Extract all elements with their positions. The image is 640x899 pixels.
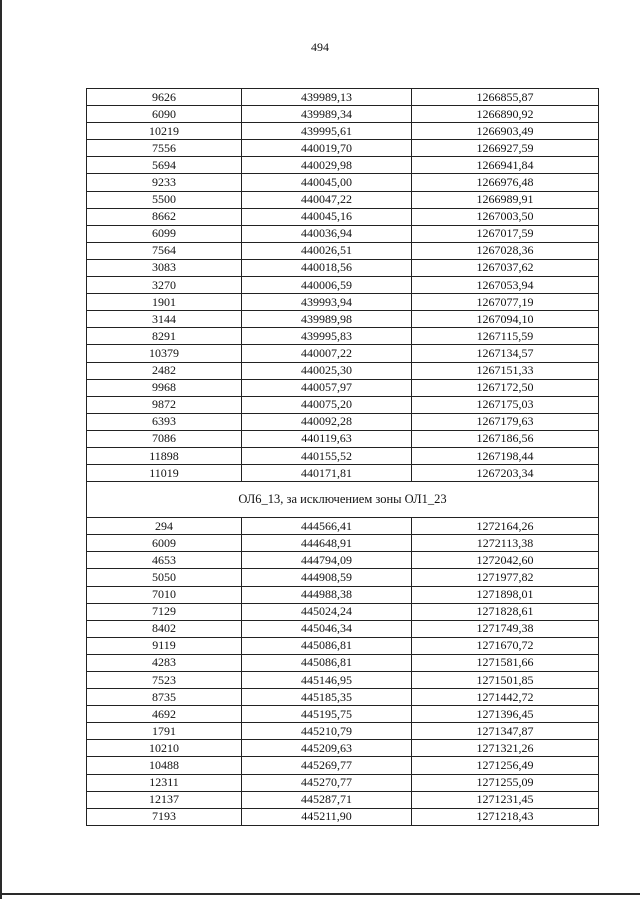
x-coordinate-cell: 440045,00 <box>242 174 412 191</box>
table-row <box>87 706 599 723</box>
point-number-cell: 11019 <box>87 465 242 482</box>
y-coordinate-cell: 1267186,56 <box>412 430 599 447</box>
point-number-cell: 6393 <box>87 413 242 430</box>
x-coordinate-cell: 440075,20 <box>242 396 412 413</box>
point-number-cell: 7564 <box>87 242 242 259</box>
point-number-cell: 10488 <box>87 757 242 774</box>
y-coordinate-cell: 1266941,84 <box>412 157 599 174</box>
y-coordinate-cell: 1271255,09 <box>412 774 599 791</box>
table-row <box>87 586 599 603</box>
x-coordinate-cell: 445024,24 <box>242 603 412 620</box>
table-row <box>87 637 599 654</box>
y-coordinate-cell: 1266976,48 <box>412 174 599 191</box>
x-coordinate-cell: 445046,34 <box>242 620 412 637</box>
y-coordinate-cell: 1266890,92 <box>412 106 599 123</box>
point-number-cell: 3144 <box>87 311 242 328</box>
y-coordinate-cell: 1271347,87 <box>412 723 599 740</box>
y-coordinate-cell: 1267037,62 <box>412 259 599 276</box>
y-coordinate-cell: 1267175,03 <box>412 396 599 413</box>
point-number-cell: 8735 <box>87 689 242 706</box>
point-number-cell: 4283 <box>87 654 242 671</box>
point-number-cell: 9968 <box>87 379 242 396</box>
x-coordinate-cell: 445209,63 <box>242 740 412 757</box>
y-coordinate-cell: 1266903,49 <box>412 123 599 140</box>
table-row <box>87 208 599 225</box>
table-row <box>87 225 599 242</box>
point-number-cell: 1791 <box>87 723 242 740</box>
y-coordinate-cell: 1271396,45 <box>412 706 599 723</box>
point-number-cell: 12137 <box>87 791 242 808</box>
x-coordinate-cell: 440006,59 <box>242 277 412 294</box>
bottom-rows-group <box>87 518 599 826</box>
section-row <box>87 482 599 518</box>
point-number-cell: 294 <box>87 518 242 535</box>
scan-edge-left <box>0 0 2 899</box>
y-coordinate-cell: 1267115,59 <box>412 328 599 345</box>
point-number-cell: 7129 <box>87 603 242 620</box>
y-coordinate-cell: 1272113,38 <box>412 535 599 552</box>
y-coordinate-cell: 1271321,26 <box>412 740 599 757</box>
point-number-cell: 5050 <box>87 569 242 586</box>
y-coordinate-cell: 1267151,33 <box>412 362 599 379</box>
top-rows-group <box>87 89 599 482</box>
x-coordinate-cell: 439989,34 <box>242 106 412 123</box>
x-coordinate-cell: 444908,59 <box>242 569 412 586</box>
point-number-cell: 5500 <box>87 191 242 208</box>
x-coordinate-cell: 440092,28 <box>242 413 412 430</box>
y-coordinate-cell: 1267077,19 <box>412 294 599 311</box>
section-title: ОЛ6_13, за исключением зоны ОЛ1_23 <box>87 482 599 518</box>
y-coordinate-cell: 1271977,82 <box>412 569 599 586</box>
x-coordinate-cell: 440018,56 <box>242 259 412 276</box>
x-coordinate-cell: 444566,41 <box>242 518 412 535</box>
x-coordinate-cell: 440119,63 <box>242 430 412 447</box>
table-row <box>87 106 599 123</box>
point-number-cell: 4653 <box>87 552 242 569</box>
x-coordinate-cell: 445185,35 <box>242 689 412 706</box>
y-coordinate-cell: 1271256,49 <box>412 757 599 774</box>
x-coordinate-cell: 445086,81 <box>242 654 412 671</box>
x-coordinate-cell: 444648,91 <box>242 535 412 552</box>
y-coordinate-cell: 1267017,59 <box>412 225 599 242</box>
table-row <box>87 518 599 535</box>
table-row <box>87 672 599 689</box>
y-coordinate-cell: 1271501,85 <box>412 672 599 689</box>
x-coordinate-cell: 439989,98 <box>242 311 412 328</box>
x-coordinate-cell: 440155,52 <box>242 447 412 464</box>
x-coordinate-cell: 445210,79 <box>242 723 412 740</box>
x-coordinate-cell: 439995,61 <box>242 123 412 140</box>
table-row <box>87 242 599 259</box>
table-row <box>87 465 599 482</box>
y-coordinate-cell: 1267198,44 <box>412 447 599 464</box>
table-row <box>87 259 599 276</box>
x-coordinate-cell: 440036,94 <box>242 225 412 242</box>
table-row <box>87 774 599 791</box>
table-row <box>87 362 599 379</box>
x-coordinate-cell: 444794,09 <box>242 552 412 569</box>
y-coordinate-cell: 1266927,59 <box>412 140 599 157</box>
point-number-cell: 9233 <box>87 174 242 191</box>
x-coordinate-cell: 440029,98 <box>242 157 412 174</box>
x-coordinate-cell: 445211,90 <box>242 808 412 825</box>
table-row <box>87 447 599 464</box>
point-number-cell: 10210 <box>87 740 242 757</box>
x-coordinate-cell: 445086,81 <box>242 637 412 654</box>
point-number-cell: 10379 <box>87 345 242 362</box>
y-coordinate-cell: 1267134,57 <box>412 345 599 362</box>
table-row <box>87 311 599 328</box>
y-coordinate-cell: 1272164,26 <box>412 518 599 535</box>
point-number-cell: 3270 <box>87 277 242 294</box>
x-coordinate-cell: 440047,22 <box>242 191 412 208</box>
point-number-cell: 6090 <box>87 106 242 123</box>
point-number-cell: 11898 <box>87 447 242 464</box>
x-coordinate-cell: 445287,71 <box>242 791 412 808</box>
table-row <box>87 740 599 757</box>
x-coordinate-cell: 439989,13 <box>242 89 412 106</box>
table-row <box>87 723 599 740</box>
x-coordinate-cell: 439993,94 <box>242 294 412 311</box>
x-coordinate-cell: 440026,51 <box>242 242 412 259</box>
x-coordinate-cell: 444988,38 <box>242 586 412 603</box>
x-coordinate-cell: 440057,97 <box>242 379 412 396</box>
y-coordinate-cell: 1267053,94 <box>412 277 599 294</box>
point-number-cell: 4692 <box>87 706 242 723</box>
point-number-cell: 6009 <box>87 535 242 552</box>
y-coordinate-cell: 1271898,01 <box>412 586 599 603</box>
x-coordinate-cell: 440045,16 <box>242 208 412 225</box>
table-row <box>87 552 599 569</box>
point-number-cell: 7523 <box>87 672 242 689</box>
point-number-cell: 8662 <box>87 208 242 225</box>
x-coordinate-cell: 440007,22 <box>242 345 412 362</box>
table-row <box>87 174 599 191</box>
y-coordinate-cell: 1267179,63 <box>412 413 599 430</box>
table-row <box>87 89 599 106</box>
table-row <box>87 689 599 706</box>
point-number-cell: 7556 <box>87 140 242 157</box>
point-number-cell: 7193 <box>87 808 242 825</box>
table-row <box>87 277 599 294</box>
table-row <box>87 654 599 671</box>
table-row <box>87 569 599 586</box>
table-row <box>87 157 599 174</box>
point-number-cell: 9626 <box>87 89 242 106</box>
table-row <box>87 535 599 552</box>
point-number-cell: 8402 <box>87 620 242 637</box>
table-row <box>87 791 599 808</box>
point-number-cell: 12311 <box>87 774 242 791</box>
table-row <box>87 430 599 447</box>
point-number-cell: 8291 <box>87 328 242 345</box>
table-row <box>87 757 599 774</box>
point-number-cell: 10219 <box>87 123 242 140</box>
point-number-cell: 2482 <box>87 362 242 379</box>
table-row <box>87 413 599 430</box>
y-coordinate-cell: 1271749,38 <box>412 620 599 637</box>
x-coordinate-cell: 445269,77 <box>242 757 412 774</box>
y-coordinate-cell: 1267203,34 <box>412 465 599 482</box>
table-row <box>87 123 599 140</box>
y-coordinate-cell: 1271442,72 <box>412 689 599 706</box>
y-coordinate-cell: 1267094,10 <box>412 311 599 328</box>
point-number-cell: 5694 <box>87 157 242 174</box>
table-row <box>87 328 599 345</box>
scan-edge-bottom <box>0 893 640 895</box>
x-coordinate-cell: 440019,70 <box>242 140 412 157</box>
x-coordinate-cell: 445195,75 <box>242 706 412 723</box>
table-row <box>87 345 599 362</box>
point-number-cell: 1901 <box>87 294 242 311</box>
x-coordinate-cell: 439995,83 <box>242 328 412 345</box>
y-coordinate-cell: 1267172,50 <box>412 379 599 396</box>
point-number-cell: 6099 <box>87 225 242 242</box>
table-row <box>87 191 599 208</box>
point-number-cell: 9872 <box>87 396 242 413</box>
page-number: 494 <box>311 40 329 54</box>
x-coordinate-cell: 440171,81 <box>242 465 412 482</box>
table-row <box>87 294 599 311</box>
x-coordinate-cell: 440025,30 <box>242 362 412 379</box>
coordinates-table <box>86 88 599 826</box>
y-coordinate-cell: 1271231,45 <box>412 791 599 808</box>
point-number-cell: 9119 <box>87 637 242 654</box>
y-coordinate-cell: 1267028,36 <box>412 242 599 259</box>
point-number-cell: 3083 <box>87 259 242 276</box>
table-row <box>87 396 599 413</box>
table-row <box>87 140 599 157</box>
table-row <box>87 808 599 825</box>
table-row <box>87 603 599 620</box>
y-coordinate-cell: 1272042,60 <box>412 552 599 569</box>
point-number-cell: 7010 <box>87 586 242 603</box>
x-coordinate-cell: 445270,77 <box>242 774 412 791</box>
point-number-cell: 7086 <box>87 430 242 447</box>
y-coordinate-cell: 1266855,87 <box>412 89 599 106</box>
y-coordinate-cell: 1271218,43 <box>412 808 599 825</box>
x-coordinate-cell: 445146,95 <box>242 672 412 689</box>
y-coordinate-cell: 1267003,50 <box>412 208 599 225</box>
section-group <box>87 482 599 518</box>
y-coordinate-cell: 1266989,91 <box>412 191 599 208</box>
table-row <box>87 620 599 637</box>
y-coordinate-cell: 1271828,61 <box>412 603 599 620</box>
y-coordinate-cell: 1271581,66 <box>412 654 599 671</box>
table-row <box>87 379 599 396</box>
y-coordinate-cell: 1271670,72 <box>412 637 599 654</box>
